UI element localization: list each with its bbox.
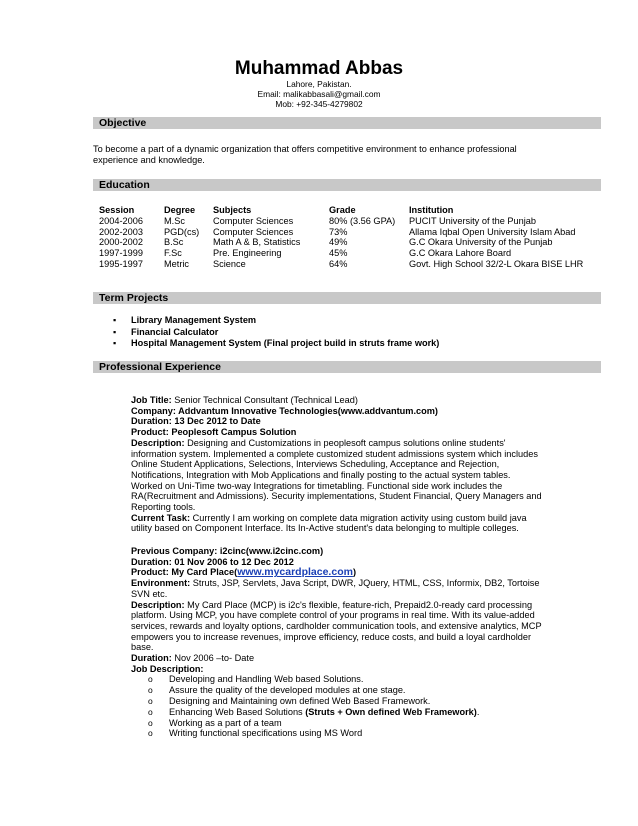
job-description-label: Job Description: xyxy=(131,663,204,674)
table-row xyxy=(99,259,583,270)
header-session: Session xyxy=(99,205,135,215)
cell-degree: B.Sc xyxy=(164,237,184,248)
header-grade: Grade xyxy=(329,205,356,215)
cell-session: 2000-2002 xyxy=(99,237,143,248)
cell-subjects: Pre. Engineering xyxy=(213,248,282,259)
list-item: o Writing functional specifications using MS Word xyxy=(131,728,543,739)
description-paragraph: Description: My Card Place (MCP) is i2c's flexible, feature-rich, Prepaid2.0-ready card processing platform. Using MCP, you have complete control of your programs in real time. With its value-added services, rewards and loyalty options, cardholder communication tools, and extensive analytics, MCP empowers you to increase revenues, improve efficiency, reduce costs, and build a loyal cardholder base. xyxy=(131,599,542,653)
duration-line-2: Duration: Nov 2006 –to- Date xyxy=(131,653,255,664)
cell-institution: G.C Okara Lahore Board xyxy=(409,248,512,259)
header-institution: Institution xyxy=(409,205,454,215)
cell-grade: 45% xyxy=(329,248,348,259)
job-previous xyxy=(131,546,543,739)
product-line: Product: Peoplesoft Campus Solution xyxy=(131,427,297,438)
cell-grade: 73% xyxy=(329,226,348,237)
list-item: o Designing and Maintaining own defined Web Based Framework. xyxy=(131,696,543,707)
environment-paragraph: Environment: Struts, JSP, Servlets, Java Script, DWR, JQuery, HTML, CSS, Informix, DB2, Tortoise SVN etc. xyxy=(131,578,540,599)
header-degree: Degree xyxy=(164,205,196,215)
company-line: Company: Addvantum Innovative Technologies(www.addvantum.com) xyxy=(131,405,438,416)
cell-degree: M.Sc xyxy=(164,215,185,226)
objective-text: To become a part of a dynamic organization that offers competitive environment to enhance professional experience and knowledge. xyxy=(93,144,517,165)
education-header: Education xyxy=(93,179,601,191)
duties-list xyxy=(131,674,543,739)
list-item: o Assure the quality of the developed modules at one stage. xyxy=(131,685,543,696)
cell-session: 2004-2006 xyxy=(99,215,143,226)
list-item: o Enhancing Web Based Solutions (Struts + Own defined Web Framework). xyxy=(131,707,543,718)
cell-session: 1995-1997 xyxy=(99,258,143,269)
cell-subjects: Science xyxy=(213,258,246,269)
list-item: ▪ Hospital Management System (Final project build in struts frame work) xyxy=(113,338,439,350)
cell-grade: 49% xyxy=(329,237,348,248)
list-item: o Developing and Handling Web based Solutions. xyxy=(131,674,543,685)
candidate-name: Muhammad Abbas xyxy=(234,58,404,79)
table-row xyxy=(99,248,583,259)
cell-institution: Govt. High School 32/2-L Okara BISE LHR xyxy=(409,258,584,269)
duration-line: Duration: 13 Dec 2012 to Date xyxy=(131,416,261,427)
company-line: Previous Company: i2cinc(www.i2cinc.com) xyxy=(131,546,324,556)
cell-subjects: Math A & B, Statistics xyxy=(213,237,301,248)
experience-header: Professional Experience xyxy=(93,361,601,373)
table-row xyxy=(99,237,583,248)
list-item: ▪ Library Management System xyxy=(113,315,439,327)
table-row xyxy=(99,227,583,238)
product-link[interactable]: www.mycardplace.com xyxy=(237,566,353,579)
cell-subjects: Computer Sciences xyxy=(213,215,294,226)
email-text: Email: malikabbasali@gmail.com xyxy=(257,89,381,99)
mobile-text: Mob: +92-345-4279802 xyxy=(275,99,363,109)
list-item: ▪ Financial Calculator xyxy=(113,327,439,339)
description-paragraph: Description: Designing and Customizations in peoplesoft campus solutions online students' information system. Implemented a complete customized student admissions system which includes Online Student Applications, Selections, Interviews Scheduling, Acceptance and Rejection, Notifications, Integration with Mob Applications and finally posting to the actual system tables. Worked on Uni-Time two-way Integrations for timetabling. Functional side work includes the RA(Recruitment and Admissions). Security implementations, Student Financial, Query Managers and Reporting tools. xyxy=(131,437,542,513)
product-line: Product: My Card Place(www.mycardplace.com) xyxy=(131,566,357,579)
education-table xyxy=(99,205,583,270)
job-current xyxy=(131,395,543,534)
duration-line: Duration: 01 Nov 2006 to 12 Dec 2012 xyxy=(131,556,294,567)
objective-header: Objective xyxy=(93,117,601,129)
cell-grade: 80% (3.56 GPA) xyxy=(329,215,396,226)
cell-institution: G.C Okara University of the Punjab xyxy=(409,237,553,248)
cell-degree: Metric xyxy=(164,258,190,269)
table-header-row xyxy=(99,205,583,216)
cell-subjects: Computer Sciences xyxy=(213,226,294,237)
cell-grade: 64% xyxy=(329,258,348,269)
term-projects-header: Term Projects xyxy=(93,292,601,304)
table-row xyxy=(99,216,583,227)
cell-institution: Allama Iqbal Open University Islam Abad xyxy=(409,226,576,237)
header-subjects: Subjects xyxy=(213,205,252,215)
cell-institution: PUCIT University of the Punjab xyxy=(409,215,536,226)
projects-list xyxy=(113,315,439,350)
cell-degree: PGD(cs) xyxy=(164,226,200,237)
cell-degree: F.Sc xyxy=(164,248,182,259)
current-task-paragraph: Current Task: Currently I am working on complete data migration activity using custom build java utility based on Component Interface. Its In-Active student's data belonging to multiple colleges. xyxy=(131,512,527,534)
cell-session: 1997-1999 xyxy=(99,248,143,259)
cell-session: 2002-2003 xyxy=(99,226,143,237)
list-item: o Working as a part of a team xyxy=(131,718,543,729)
job-title-line: Job Title: Senior Technical Consultant (Technical Lead) xyxy=(131,395,358,405)
location-text: Lahore, Pakistan. xyxy=(286,79,352,89)
